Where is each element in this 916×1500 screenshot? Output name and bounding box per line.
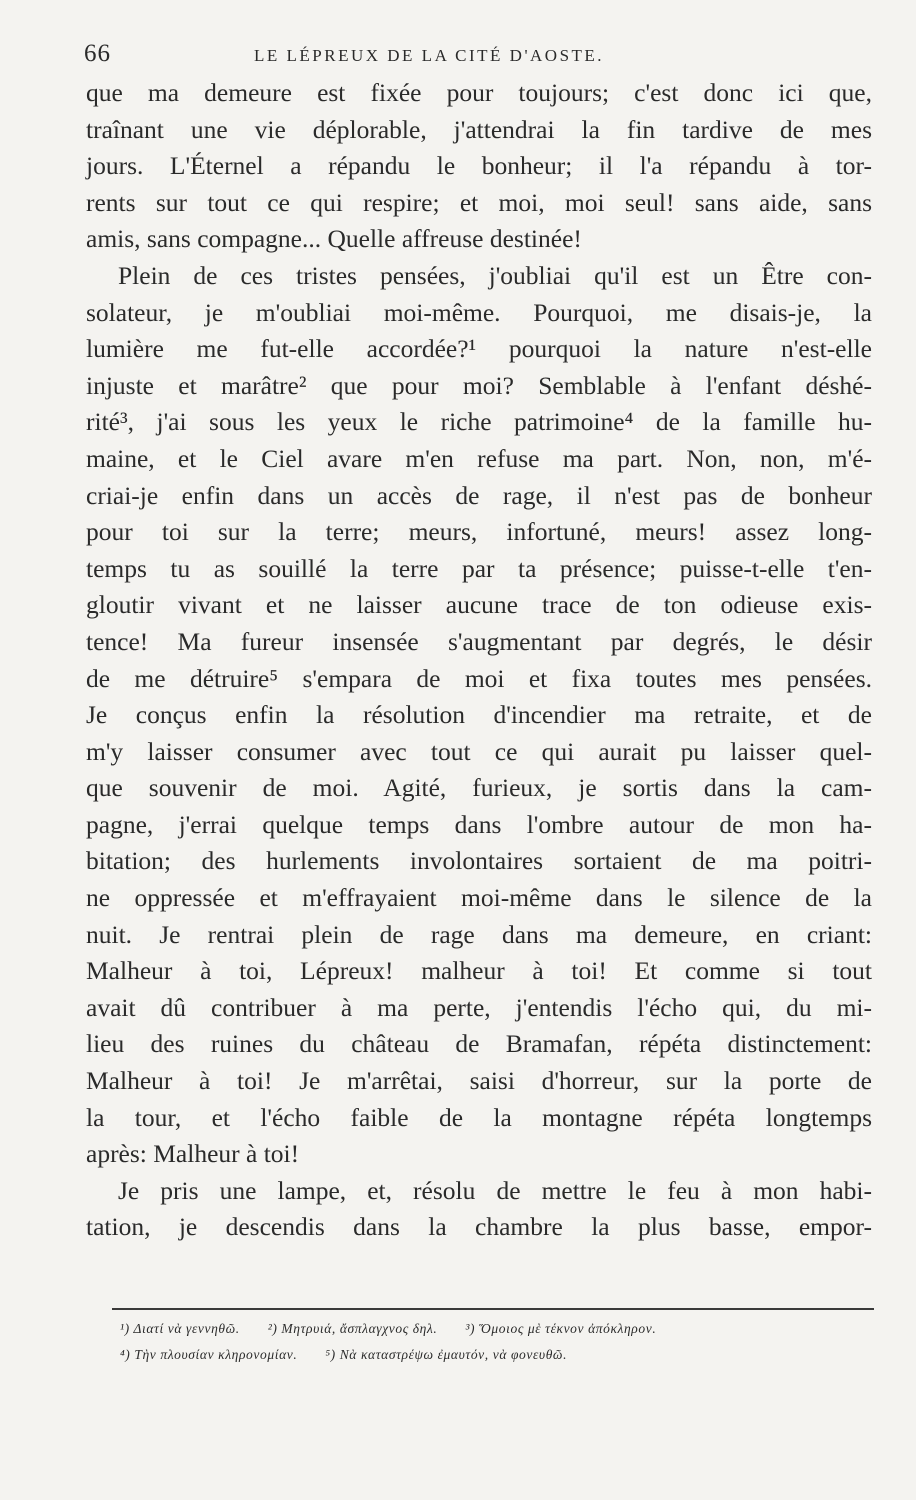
page-number: 66 [84, 40, 111, 67]
running-title: LE LÉPREUX DE LA CITÉ D'AOSTE. [254, 46, 605, 65]
text-line: Plein de ces tristes pensées, j'oubliai qu'il est un Être con- [118, 260, 872, 290]
text-line: que souvenir de moi. Agité, furieux, je sortis dans la cam- [86, 773, 872, 803]
text-line: tence! Ma fureur insensée s'augmentant par degrés, le désir [86, 626, 872, 656]
footnote-4: ⁴) Τὴν πλουσίαν κληρονομίαν. [120, 1347, 298, 1362]
text-line: Je conçus enfin la résolution d'incendier ma retraite, et de [86, 700, 872, 730]
footnotes [120, 1316, 880, 1368]
text-line: gloutir vivant et ne laisser aucune trace de ton odieuse exis- [86, 590, 872, 620]
text-line: amis, sans compagne... Quelle affreuse destinée! [86, 224, 582, 254]
footnote-3: ³) Ὅμοιος μὲ τέκνον ἀπόκληρον. [465, 1321, 657, 1336]
text-line: injuste et marâtre² que pour moi? Semblable à l'enfant déshé- [86, 370, 872, 400]
body-text [86, 75, 872, 1246]
text-line: temps tu as souillé la terre par ta présence; puisse-t-elle t'en- [86, 553, 872, 583]
text-line: après: Malheur à toi! [86, 1139, 300, 1169]
text-line: tation, je descendis dans la chambre la plus basse, empor- [86, 1212, 872, 1242]
text-line: rité³, j'ai sous les yeux le riche patrimoine⁴ de la famille hu- [86, 407, 872, 437]
text-line: pour toi sur la terre; meurs, infortuné, meurs! assez long- [86, 517, 872, 547]
text-line: solateur, je m'oubliai moi-même. Pourquoi, me disais-je, la [86, 297, 872, 327]
footnote-1: ¹) Διατί νὰ γεννηθῶ. [120, 1321, 240, 1336]
text-line: la tour, et l'écho faible de la montagne répéta longtemps [86, 1102, 872, 1132]
footnote-5: ⁵) Νὰ καταστρέψω ἐμαυτόν, νὰ φονευθῶ. [325, 1347, 568, 1362]
text-line: nuit. Je rentrai plein de rage dans ma demeure, en criant: [86, 919, 872, 949]
page-header [84, 36, 874, 76]
text-line: que ma demeure est fixée pour toujours; c'est donc ici que, [86, 78, 872, 107]
text-line: m'y laisser consumer avec tout ce qui aurait pu laisser quel- [86, 736, 872, 766]
text-line: ne oppressée et m'effrayaient moi-même dans le silence de la [86, 883, 872, 913]
text-line: jours. L'Éternel a répandu le bonheur; il l'a répandu à tor- [86, 151, 872, 181]
text-line: bitation; des hurlements involontaires sortaient de ma poitri- [86, 846, 872, 876]
text-line: traînant une vie déplorable, j'attendrai la fin tardive de mes [86, 114, 872, 144]
text-line: Malheur à toi, Lépreux! malheur à toi! Et comme si tout [86, 956, 872, 986]
text-line: Je pris une lampe, et, résolu de mettre le feu à mon habi- [118, 1175, 872, 1205]
footnote-line [120, 1316, 880, 1342]
text-line: maine, et le Ciel avare m'en refuse ma part. Non, non, m'é- [86, 443, 872, 473]
footnote-line [120, 1342, 880, 1368]
text-line: Malheur à toi! Je m'arrêtai, saisi d'horreur, sur la porte de [86, 1066, 872, 1096]
text-line: avait dû contribuer à ma perte, j'entendis l'écho qui, du mi- [86, 992, 872, 1022]
footnote-divider [112, 1308, 874, 1310]
text-line: rents sur tout ce qui respire; et moi, moi seul! sans aide, sans [86, 187, 872, 217]
text-line: de me détruire⁵ s'empara de moi et fixa toutes mes pensées. [86, 663, 872, 693]
footnote-2: ²) Μητρυιά, ἄσπλαγχνος δηλ. [267, 1321, 438, 1336]
text-line: lieu des ruines du château de Bramafan, répéta distinctement: [86, 1029, 872, 1059]
text-line: criai-je enfin dans un accès de rage, il n'est pas de bonheur [86, 480, 872, 510]
text-line: pagne, j'errai quelque temps dans l'ombre autour de mon ha- [86, 809, 872, 839]
text-line: lumière me fut-elle accordée?¹ pourquoi la nature n'est-elle [86, 334, 872, 364]
